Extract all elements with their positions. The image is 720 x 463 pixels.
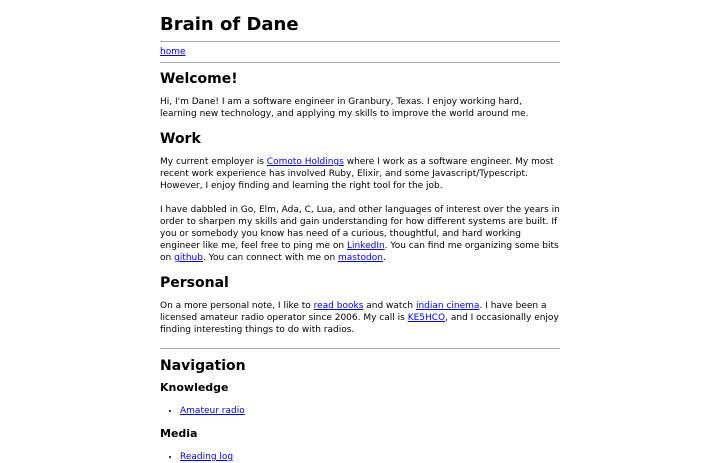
github-link[interactable]: github [174,253,203,263]
text-segment: where I work as a software engineer. My most recent work experience has involved Ruby, Elixir, and some Javascript/Typescript. However, I enjoy finding and learning the right tool for the job. [160,157,554,191]
text-segment: . You can connect with me on [202,253,339,263]
reading-log-link[interactable]: Reading log [180,452,234,462]
personal-paragraph [160,300,560,336]
welcome-text: Hi, I'm Dane! I am a software engineer in Granbury, Texas. I enjoy working hard, learning new technology, and applying my skills to improve the world around me. [160,97,529,119]
text-segment: . [382,253,386,263]
text-segment: and watch [363,301,416,311]
callsign-link[interactable]: KE5HCO [407,313,446,323]
main-content [160,70,560,463]
work-paragraph-2 [160,204,560,264]
amateur-radio-link[interactable]: Amateur radio [180,406,245,416]
text-segment: I have dabbled in Go, Elm, Ada, C, Lua, and other languages of interest over the years in order to sharpen my skills and gain understanding for how different systems are built. If you or somebody you know has need of a curious, thoughtful, and hard working engineer like me, feel free to ping me on [160,205,560,251]
text-segment: On a more personal note, I like to [160,301,314,311]
personal-heading: Personal [160,275,229,291]
work-paragraph-1 [160,156,560,192]
knowledge-heading: Knowledge [160,381,229,394]
list-item [180,405,560,417]
text-segment: . I have been a licensed amateur radio operator since 2006. My call is [160,301,547,323]
knowledge-list [160,405,560,417]
header-divider-top [160,41,560,42]
media-heading: Media [160,427,198,440]
site-title: Brain of Dane [160,14,299,35]
text-segment: , and I occasionally enjoy finding interesting things to do with radios. [160,313,559,335]
employer-link[interactable]: Comoto Holdings [266,157,344,167]
text-segment: My current employer is [160,157,267,167]
welcome-heading: Welcome! [160,71,238,87]
nav-home-link[interactable]: home [160,47,186,57]
work-heading: Work [160,131,201,147]
text-segment: . You can find me organizing some bits on [160,241,559,263]
header-divider-bottom [160,62,560,63]
media-list [160,451,560,463]
list-item [180,451,560,463]
navigation-divider [160,348,560,349]
navigation-heading: Navigation [160,358,246,374]
read-books-link[interactable]: read books [313,301,364,311]
linkedin-link[interactable]: LinkedIn [346,241,385,251]
mastodon-link[interactable]: mastodon [338,253,383,263]
indian-cinema-link[interactable]: indian cinema [415,301,480,311]
